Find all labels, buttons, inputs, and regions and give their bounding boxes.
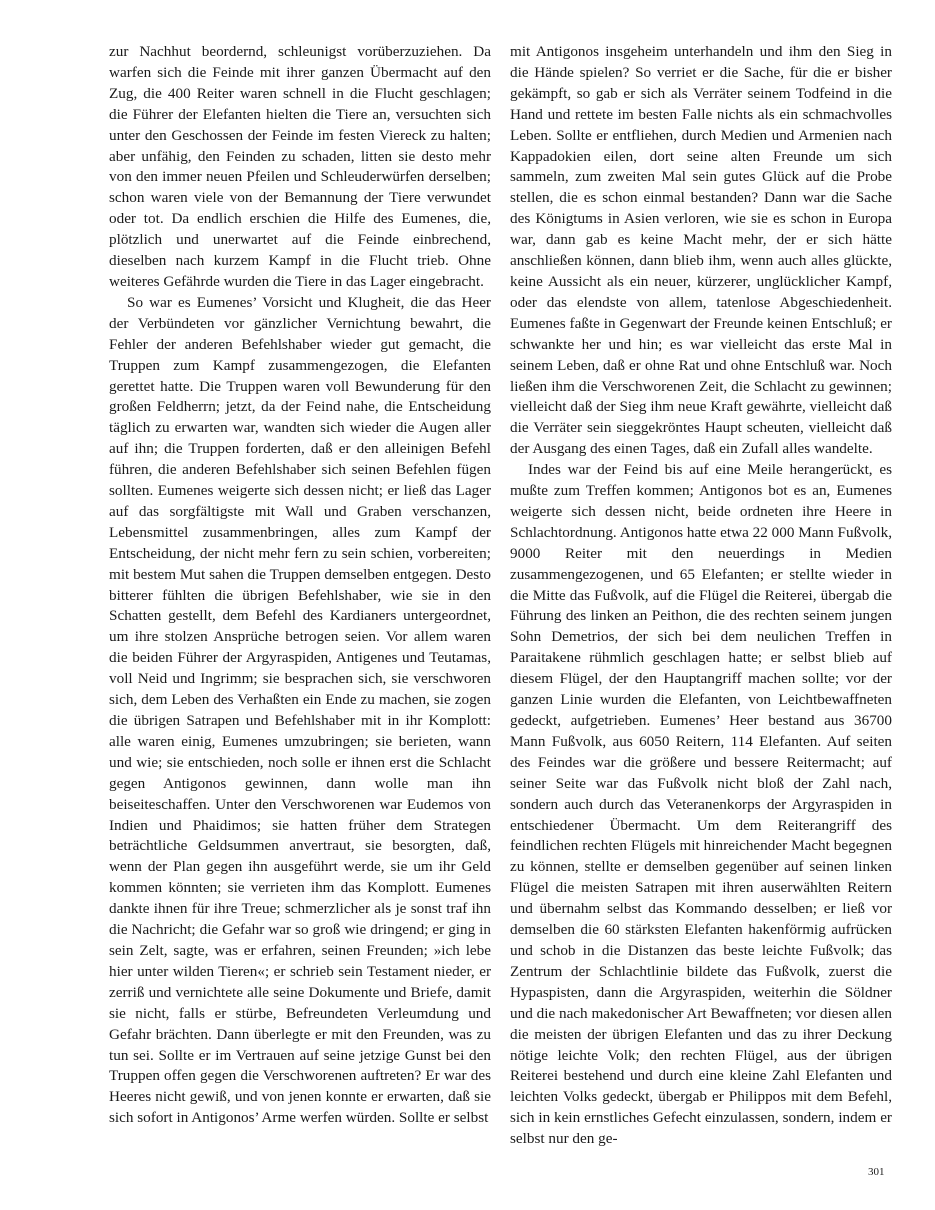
paragraph: So war es Eumenes’ Vorsicht und Klugheit, die das Heer der Verbündeten vor gänzlicher Vernichtung bewahrt, die Fehler der anderen Befehlshaber wieder gut gemacht, die Truppen zum Kampf zusammengezogen, die Elefanten gerettet hatte. Die Truppen waren voll Bewunderung für den großen Feldherrn; jetzt, da der Feind nahe, die Entscheidung täglich zu erwarten war, wandten sich wieder die Augen aller auf ihn; die Truppen forderten, daß er den alleinigen Befehl führen, die anderen Befehlshaber sich seinen Befehlen fügen sollten. Eumenes weigerte sich dessen nicht; er ließ das Lager auf das sorgfältigste mit Wall und Graben verschanzen, Lebensmittel zusammenbringen, alles zum Kampf der Entscheidung, der nicht mehr fern zu sein schien, vorbereiten; mit bestem Mut sahen die Truppen demselben entgegen. Desto bitterer fühlten die übrigen Befehlshaber, wie sie in den Schatten gestellt, dem Befehl des Kardianers untergeordnet, um ihre stolzen Ansprüche betrogen seien. Vor allem waren die beiden Führer der Argyraspiden, Antigenes und Teutamas, voll Neid und Ingrimm; sie besprachen sich, sie verschworen sich, dem Leben des Verhaßten ein Ende zu machen, sie zogen die übrigen Satrapen und Befehlshaber mit in ihr Komplott: alle waren einig, Eumenes umzubringen; sie berieten, wann und wie; sie entschieden, noch solle er ihnen erst die Schlacht gegen Antigonos gewinnen, dann wolle man ihn beiseiteschaffen. Unter den Verschworenen war Eudemos von Indien und Phaidimos; sie hatten früher dem Strategen beträchtliche Geldsummen anvertraut, sie besorgten, daß, wenn der Plan gegen ihn ausgeführt werde, sie um ihr Geld kommen könnten; sie verrieten ihm das Komplott. Eumenes dankte ihnen für ihre Treue; schmerzlicher als je sonst traf ihn die Nachricht; die Gefahr war so groß wie dringend; er ging in sein Zelt, sagte, was er erfahren, seinen Freunden; »ich lebe hier unter wilden Tieren«; er schrieb sein Testament nieder, er zerriß und vernichtete alle seine Dokumente und Briefe, damit sie nicht, falls er stürbe, Befreundeten Verleumdung und Gefahr brächten. Dann überlegte er mit den Freunden, was zu tun sei. Sollte er im Vertrauen auf seine jetzige Gunst bei den Truppen offen gegen die Verschworenen auftreten? Er war des Heeres nicht gewiß, und von jenen konnte er erwarten, daß sie sich sofort in Antigonos’ Arme werfen würden. Sollte er selbst xyxy=(109,293,491,1127)
paragraph: Indes war der Feind bis auf eine Meile herangerückt, es mußte zum Treffen kommen; Antigonos bot es an, Eumenes weigerte sich dessen nicht, beide ordneten ihre Heere in Schlachtordnung. Antigonos hatte etwa 22 000 Mann Fußvolk, 9000 Reiter mit den neuerdings in Medien zusammengezogenen, und 65 Elefanten; er stellte wieder in die Mitte das Fußvolk, auf die Flügel die Reiterei, übergab die Führung des linken an Peithon, die des rechten seinem jungen Sohn Demetrios, der sich bei dem neulichen Treffen in Paraitakene rühmlich geschlagen hatte; er selbst blieb auf diesem Flügel, der den Hauptangriff machen sollte; vor der ganzen Linie wurden die Elefanten, von Leichtbewaffneten gedeckt, aufgetrieben. Eumenes’ Heer bestand aus 36700 Mann Fußvolk, aus 6050 Reitern, 114 Elefanten. Auf seiten des Feindes war die größere und bessere Reitermacht; auf seiner Seite war das Fußvolk nicht bloß der Zahl nach, sondern auch durch das Veteranenkorps der Argyraspiden in entschiedener Übermacht. Um dem Reiterangriff des feindlichen rechten Flügels mit hinreichender Macht begegnen zu können, stellte er demselben gegenüber auf seinen linken Flügel die meisten Satrapen mit ihren auserwählten Reitern und übernahm selbst das Kommando desselben; er ließ vor demselben die 60 stärksten Elefanten hakenförmig aufrücken und schob in die Distanzen das beste leichte Fußvolk; das Zentrum der Schlachtlinie bildete das Fußvolk, zuerst die Hypaspisten, dann die Argyraspiden, weiterhin die Söldner und die nach makedonischer Art Bewaffneten; vor diesen allen die meisten der übrigen Elefanten und das zu ihrer Deckung nötige leichte Volk; den rechten Flügel, aus der übrigen Reiterei bestehend und durch eine kleine Zahl Elefanten und leichten Volks gedeckt, übergab er Philippos mit dem Befehl, sich in kein ernstliches Gefecht einzulassen, sondern, indem er selbst nur den ge- xyxy=(510,461,892,1148)
paragraph: zur Nachhut beordernd, schleunigst vorüberzuziehen. Da warfen sich die Feinde mit ihrer ganzen Übermacht auf den Zug, die 400 Reiter waren schnell in die Flucht geschlagen; die Führer der Elefanten hielten die Tiere an, versuchten sich unter den Geschossen der Feinde im festen Viereck zu halten; aber unfähig, den Feinden zu schaden, litten sie desto mehr von den immer neuen Pfeilen und Schleuderwürfen derselben; schon waren viele von der Bemannung der Tiere verwundet oder tot. Da endlich erschien die Hilfe des Eumenes, die, plötzlich und unerwartet auf die Feinde einbrechend, dieselben nach kurzem Kampf in die Flucht trieb. Ohne weiteres Gefährde wurden die Tiere in das Lager eingebracht. xyxy=(109,43,491,290)
page-number: 301 xyxy=(868,1166,885,1178)
left-column xyxy=(109,42,491,1129)
paragraph: mit Antigonos insgeheim unterhandeln und ihm den Sieg in die Hände spielen? So verriet er die Sache, für die er bisher gekämpft, so gab er sich als Verräter seinem Todfeind in die Hand und rettete im besten Falle nichts als ein schmachvolles Leben. Sollte er entfliehen, durch Medien und Armenien nach Kappadokien eilen, dort seine alten Freunde um sich sammeln, zum zweiten Mal sein gutes Glück auf die Probe stellen, die es schon einmal bestanden? Dann war die Sache des Königtums in Asien verloren, wie sie es schon in Europa war, dann gab es keine Macht mehr, der er sich hätte anschließen können, dann blieb ihm, wenn auch alles glückte, keine Aussicht als ein neuer, kürzerer, unglücklicher Kampf, oder das elendste von allem, tatenlose Abgeschiedenheit. Eumenes faßte in Gegenwart der Freunde keinen Entschluß; er schwankte her und hin; es war vielleicht das erste Mal in seinem Leben, daß er ohne Rat und ohne Entschluß war. Noch ließen ihm die Verschworenen Zeit, die Schlacht zu gewinnen; vielleicht daß der Sieg ihm neue Kraft gewährte, vielleicht daß die Verräter sein sieggekröntes Haupt scheuten, vielleicht daß der Ausgang des einen Tages, daß ein Zufall alles wandelte. xyxy=(510,43,892,458)
right-column xyxy=(510,42,892,1150)
